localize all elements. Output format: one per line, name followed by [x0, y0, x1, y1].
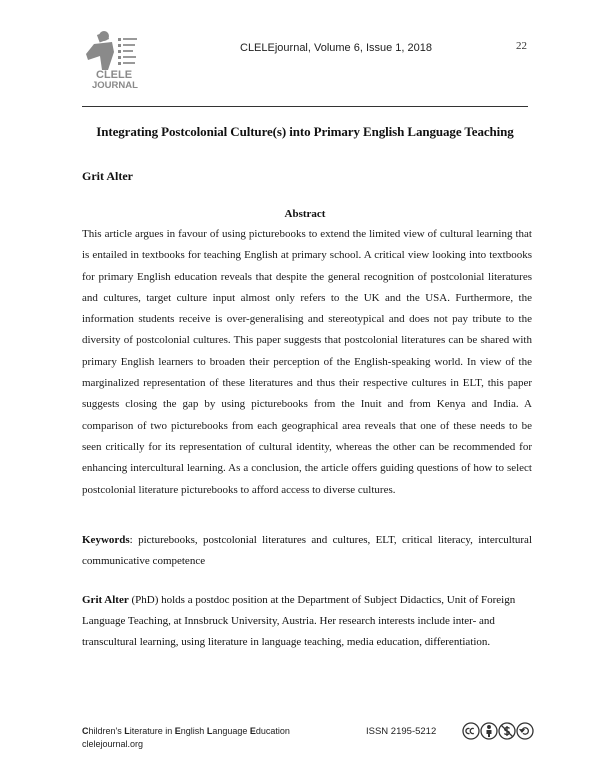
- creative-commons-icon: [463, 723, 479, 739]
- abstract-text: This article argues in favour of using picturebooks to extend the limited view of cultural learning that is entailed in textbooks for teaching English at primary school. A critical view looking into textbooks for primary English education reveals that despite the general recognition of postcolonial literatures and cultures, target culture input almost only refers to the UK and the USA. Furthermore, the information students receive is over-generalising and stereotypical and does not pay tribute to the diversity of postcolonial cultures. This paper suggests that postcolonial literatures can be shared with primary English learners to broaden their perception of the English-speaking world. In view of the marginalized representation of these literatures and thus their respective cultures in ELT, this paper suggests closing the gap by using picturebooks from the Inuit and from Kenya and India. A comparison of two picturebooks from each geographical area reveals that one of these needs to be seen critically for its representation of cultural identity, whereas the other can be recommended for enhancing intercultural learning. As a conclusion, the article offers guiding questions of how to select postcolonial literature picturebooks to afford access to diverse cultures.: [82, 228, 532, 496]
- running-head: CLELEjournal, Volume 6, Issue 1, 2018: [240, 42, 433, 54]
- page-number: 22: [516, 40, 527, 52]
- bio-text: (PhD) holds a postdoc position at the Department of Subject Didactics, Unit of Foreign Language Teaching, at Innsbruck University, Austria. Her research interests include inter- and transcultural learning, using literature in language teaching, media education, differentiation.: [82, 594, 516, 648]
- footer-issn: ISSN 2195-5212: [366, 726, 437, 737]
- bio-author-name: Grit Alter: [82, 594, 129, 606]
- attribution-icon: [481, 723, 497, 739]
- non-commercial-icon: [499, 723, 515, 739]
- cc-license-badge[interactable]: [462, 721, 534, 741]
- author-bio: [82, 590, 522, 653]
- author-name: Grit Alter: [82, 169, 133, 183]
- keywords-text: : picturebooks, postcolonial literatures and cultures, ELT, critical literacy, intercultural communicative competence: [82, 534, 532, 567]
- article-title: Integrating Postcolonial Culture(s) into Primary English Language Teaching: [96, 124, 514, 139]
- abstract-heading: Abstract: [284, 208, 326, 220]
- logo-wordmark-top: CLELE: [96, 69, 133, 81]
- clele-journal-logo: [74, 30, 140, 92]
- share-alike-icon: [517, 723, 533, 739]
- keywords-label: Keywords: [82, 534, 130, 546]
- header-rule: [82, 106, 528, 107]
- logo-wordmark-bottom: JOURNAL: [92, 80, 138, 91]
- keywords-paragraph: [82, 530, 532, 572]
- footer-url[interactable]: clelejournal.org: [82, 739, 144, 749]
- footer-journal-name: Children's Literature in English Language Education: [82, 726, 290, 736]
